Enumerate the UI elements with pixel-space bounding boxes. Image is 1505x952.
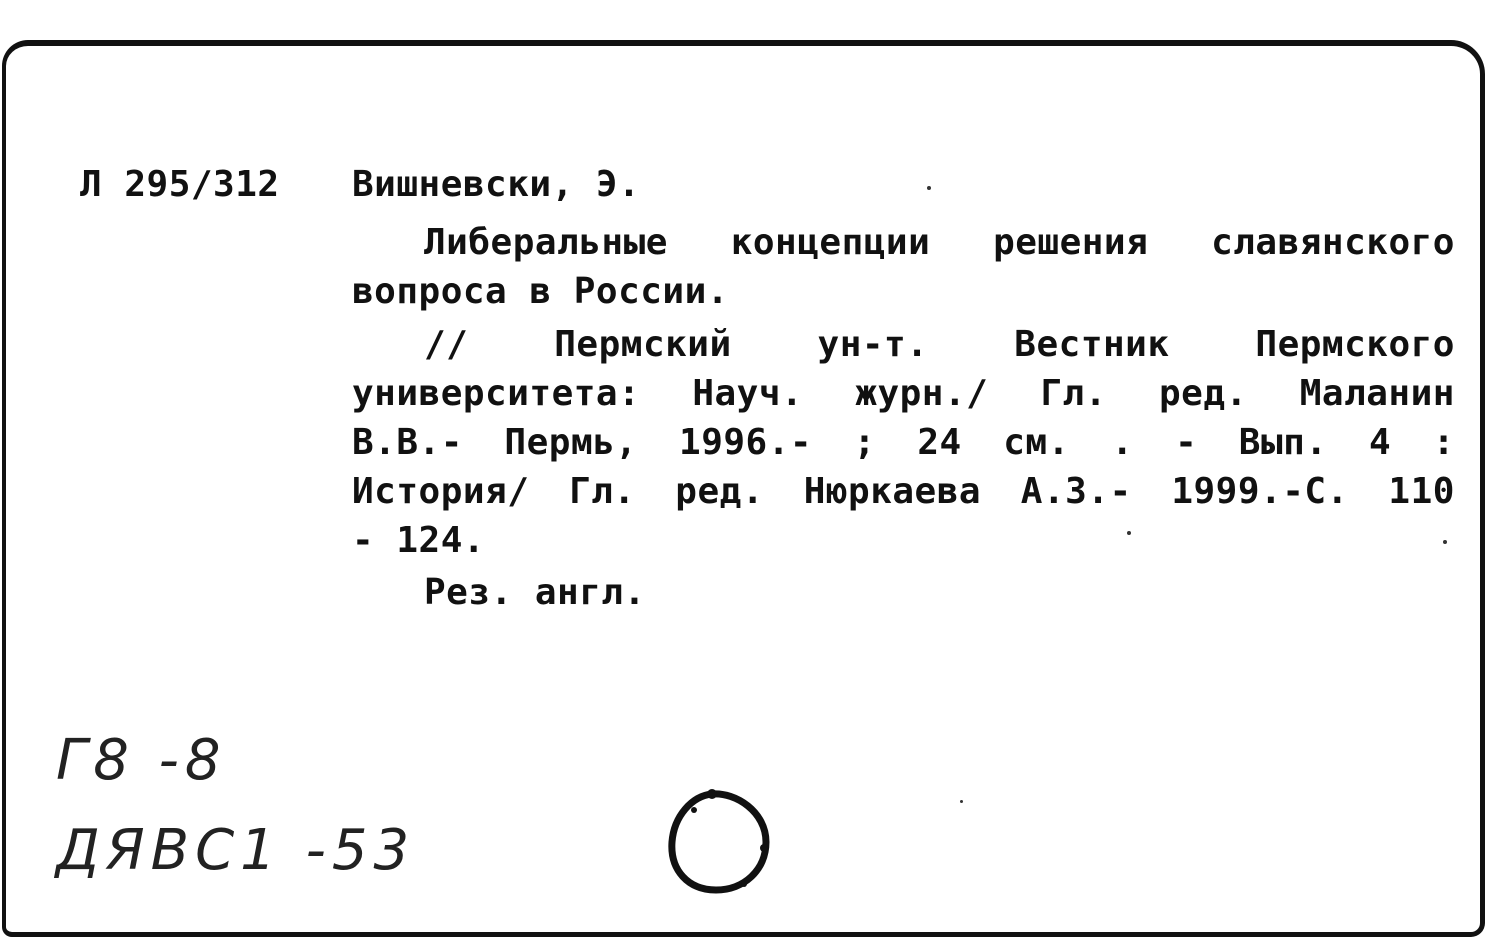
source-line-5: - 124. [352, 520, 486, 561]
word: Маланин [1299, 373, 1455, 414]
word: Либеральные [424, 222, 668, 263]
circle-stamp-icon [664, 786, 774, 900]
word: А.З.- [1020, 471, 1132, 512]
scan-speck [960, 800, 963, 803]
word: 1999.-С. [1171, 471, 1349, 512]
word: решения [993, 222, 1149, 263]
word: Науч. [692, 373, 804, 414]
word: ред. [675, 471, 764, 512]
word: Пермь, [504, 422, 638, 463]
scan-speck [927, 186, 931, 190]
handwritten-code-1: Г8 -8 [56, 728, 227, 793]
word: 1996.- [679, 422, 813, 463]
word: // [424, 324, 469, 365]
word: Вып. [1238, 422, 1328, 463]
word: Вестник [1014, 324, 1170, 365]
word: см. [1003, 422, 1070, 463]
scan-speck [1127, 531, 1131, 535]
note: Рез. англ. [424, 572, 646, 613]
word: - [1175, 422, 1198, 463]
word: История/ [352, 471, 530, 512]
source-line-3 [352, 418, 1455, 467]
word: университета: [352, 373, 641, 414]
word: ред. [1158, 373, 1248, 414]
word: В.В.- [352, 422, 463, 463]
source-line-1 [424, 320, 1455, 369]
word: 24 [917, 422, 962, 463]
word: Гл. [569, 471, 636, 512]
word: Пермского [1255, 324, 1455, 365]
author: Вишневски, Э. [352, 164, 641, 205]
title-line-1 [424, 218, 1455, 267]
scan-speck [1443, 540, 1447, 544]
word: концепции [730, 222, 931, 263]
shelfmark: Л 295/312 [80, 164, 280, 205]
handwritten-code-2: ДЯВС1 -53 [56, 818, 416, 883]
source-line-2 [352, 369, 1455, 418]
word: . [1111, 422, 1134, 463]
word: 4 [1369, 422, 1392, 463]
source-line-4 [352, 467, 1455, 516]
word: Пермский [554, 324, 732, 365]
title-line-2: вопроса в России. [352, 271, 729, 312]
word: ун-т. [817, 324, 929, 365]
word: журн./ [855, 373, 989, 414]
word: славянского [1211, 222, 1455, 263]
word: : [1432, 422, 1455, 463]
word: 110 [1388, 471, 1455, 512]
word: Нюркаева [803, 471, 982, 512]
word: Гл. [1040, 373, 1107, 414]
word: ; [853, 422, 876, 463]
